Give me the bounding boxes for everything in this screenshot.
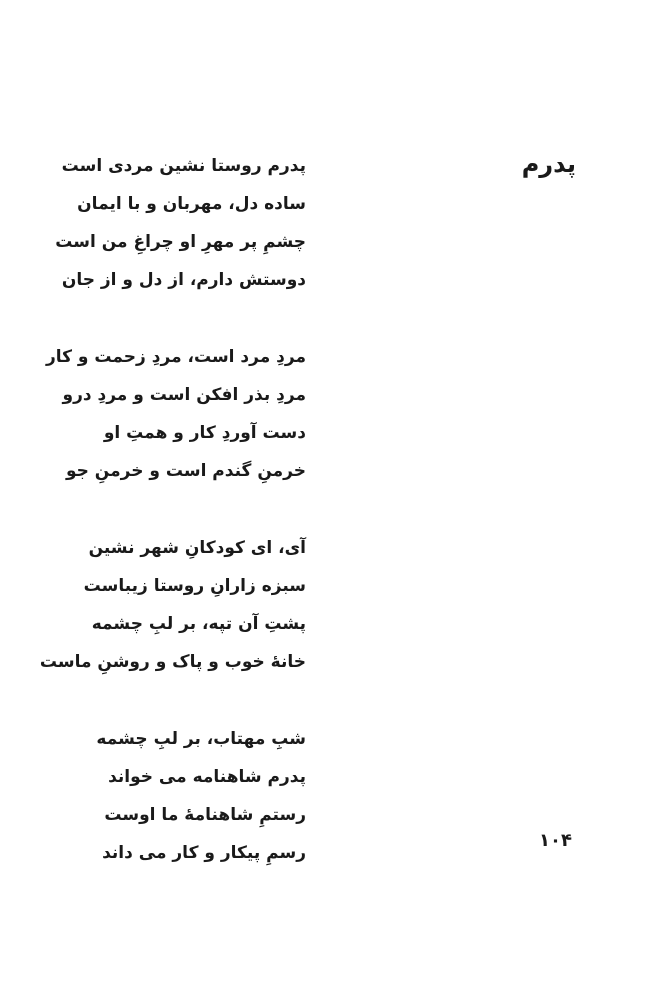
stanza-4 — [66, 720, 306, 872]
poem-line: مردِ مرد است، مردِ زحمت و کار — [45, 347, 306, 367]
poem-line: آی، ای کودکانِ شهر نشین — [88, 538, 306, 558]
poem-line: رستمِ شاهنامهٔ ما اوست — [104, 805, 306, 825]
poem-line: خانهٔ خوب و پاک و روشنِ ماست — [39, 652, 306, 672]
poem-line: ساده دل، مهربان و با ایمان — [77, 194, 306, 214]
poem-line: شبِ مهتاب، بر لبِ چشمه — [96, 729, 306, 749]
poem-line: پشتِ آن تپه، بر لبِ چشمه — [91, 614, 306, 634]
poem-line: دوستش دارم، از دل و از جان — [61, 270, 306, 290]
stanza-2 — [45, 338, 306, 490]
poem-line: چشمِ پر مهرِ او چراغِ من است — [55, 232, 306, 252]
stanza-3 — [39, 529, 306, 681]
poem-title: پدرم — [521, 150, 576, 178]
poem-body — [39, 147, 306, 911]
page-number: ۱۰۴ — [539, 830, 572, 851]
poem-line: سبزه زارانِ روستا زیباست — [83, 576, 306, 596]
poem-line: رسمِ پیکار و کار می داند — [102, 843, 306, 863]
poem-line: پدرم روستا نشین مردی است — [61, 156, 306, 176]
poem-line: خرمنِ گندم است و خرمنِ جو — [65, 461, 306, 481]
poem-line: پدرم شاهنامه می خواند — [108, 767, 306, 787]
stanza-1 — [55, 147, 306, 299]
poem-line: دست آوردِ کار و همتِ او — [103, 423, 306, 443]
poem-line: مردِ بذر افکن است و مردِ درو — [62, 385, 306, 405]
